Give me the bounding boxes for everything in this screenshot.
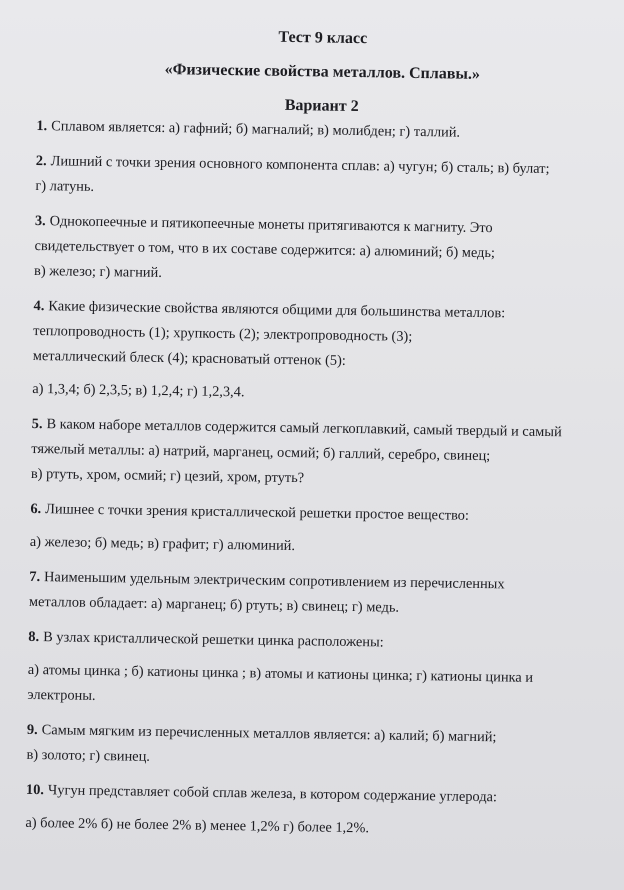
question-4 bbox=[32, 294, 604, 411]
question-number: 7. bbox=[29, 568, 41, 586]
question-number: 8. bbox=[28, 628, 40, 646]
answer-options: а) атомы цинка ; б) катионы цинка ; в) атомы и катионы цинка; г) катионы цинка и bbox=[27, 661, 534, 686]
question-3 bbox=[34, 209, 605, 293]
question-text: Лишний с точки зрения основного компонента сплав: а) чугун; б) сталь; в) булат; bbox=[50, 153, 550, 178]
question-7 bbox=[29, 565, 600, 624]
answer-options-continued: электроны. bbox=[27, 686, 96, 704]
question-number: 2. bbox=[35, 152, 47, 170]
question-number: 10. bbox=[25, 781, 45, 799]
question-number: 5. bbox=[31, 415, 43, 433]
question-5 bbox=[31, 412, 602, 496]
page-subtitle: «Физические свойства металлов. Сплавы.» bbox=[164, 60, 481, 83]
question-number: 1. bbox=[36, 117, 48, 135]
question-text: Однокопеечные и пятикопеечные монеты притягиваются к магниту. Это bbox=[49, 213, 493, 237]
question-text: металлический блеск (4); красноватый оттенок (5): bbox=[32, 347, 346, 369]
question-number: 9. bbox=[26, 721, 38, 739]
question-text: Наименьшим удельным электрическим сопротивлением из перечисленных bbox=[43, 569, 505, 593]
page-title: Тест 9 класс bbox=[278, 28, 368, 48]
document-content bbox=[25, 24, 608, 855]
question-2 bbox=[35, 149, 606, 208]
answer-options: а) более 2% б) не более 2% в) менее 1,2% г) более 1,2%. bbox=[25, 814, 370, 837]
question-text: в) ртуть, хром, осмий; г) цезий, хром, ртуть? bbox=[30, 465, 305, 487]
question-text: свидетельствует о том, что в их составе содержится: а) алюминий; б) медь; bbox=[34, 237, 496, 262]
answer-options: а) 1,3,4; б) 2,3,5; в) 1,2,4; г) 1,2,3,4. bbox=[32, 380, 245, 401]
question-number: 6. bbox=[30, 500, 42, 518]
question-text: В каком наборе металлов содержится самый легкоплавкий, самый твердый и самый bbox=[46, 416, 562, 441]
question-text: Самым мягким из перечисленных металлов является: а) калий; б) магний; bbox=[41, 722, 497, 746]
answer-options: а) железо; б) медь; в) графит; г) алюминий. bbox=[29, 533, 296, 555]
question-text: Какие физические свойства являются общими для большинства металлов: bbox=[48, 298, 506, 322]
variant-label: Вариант 2 bbox=[284, 96, 359, 116]
question-9 bbox=[26, 718, 597, 777]
question-6 bbox=[30, 497, 601, 564]
question-number: 3. bbox=[34, 212, 46, 230]
question-text: Сплавом является: а) гафний; б) магналий; в) молибден; г) таллий. bbox=[51, 118, 461, 141]
question-10 bbox=[25, 778, 596, 845]
question-8 bbox=[27, 625, 598, 717]
question-number: 4. bbox=[33, 297, 45, 315]
question-text: Чугун представляет собой сплав железа, в котором содержание углерода: bbox=[47, 782, 498, 806]
question-text: В узлах кристаллической решетки цинка расположены: bbox=[43, 629, 384, 651]
question-text: в) золото; г) свинец. bbox=[26, 746, 151, 765]
question-text: металлов обладает: а) марганец; б) ртуть; в) свинец; г) медь. bbox=[28, 593, 400, 616]
question-text: тяжелый металлы: а) натрий, марганец, осмий; б) галлий, серебро, свинец; bbox=[31, 440, 491, 465]
question-text: г) латунь. bbox=[35, 177, 95, 195]
question-text: теплопроводность (1); хрупкость (2); электропроводность (3); bbox=[33, 322, 413, 345]
question-text: в) железо; г) магний. bbox=[33, 262, 162, 281]
question-text: Лишнее с точки зрения кристаллической решетки простое вещество: bbox=[45, 501, 470, 524]
